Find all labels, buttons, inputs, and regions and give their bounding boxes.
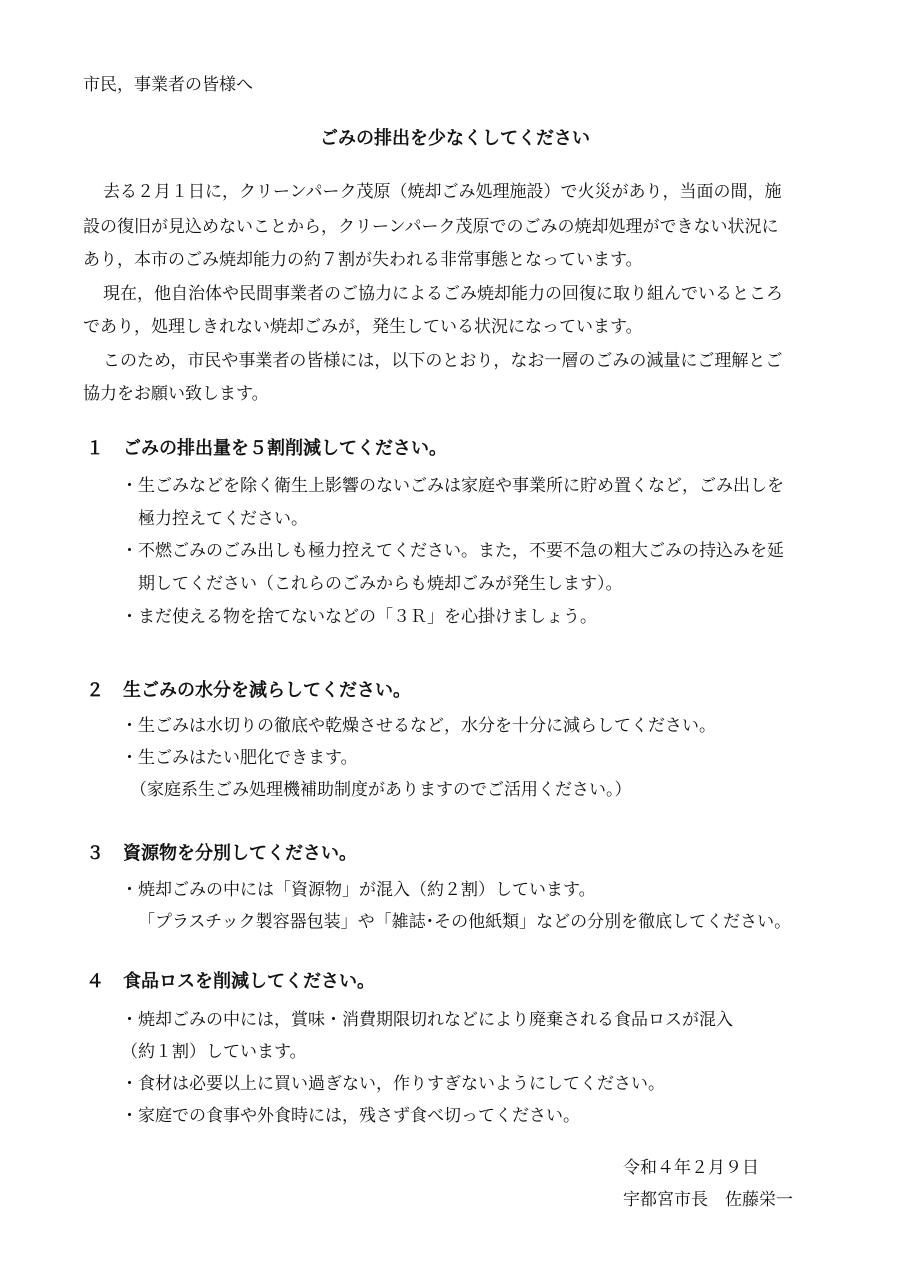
salutation: 市民，事業者の皆様へ (83, 75, 253, 95)
section-line: （家庭系生ごみ処理機補助制度がありますのでご活用ください。） (130, 780, 632, 800)
section-line: ・食材は必要以上に買い過ぎない，作りすぎないようにしてください。 (121, 1074, 665, 1094)
intro-line: 設の復旧が見込めないことから，クリーンパーク茂原でのごみの焼却処理ができない状況に (83, 217, 779, 237)
document-title: ごみの排出を少なくしてください (320, 128, 590, 149)
intro-line: このため，市民や事業者の皆様には，以下のとおり，なお一層のごみの減量にご理解とご (103, 351, 783, 371)
section-heading: ごみの排出量を５割削減してください。 (123, 438, 447, 459)
section-line: ・生ごみは水切りの徹底や乾燥させるなど，水分を十分に減らしてください。 (121, 716, 716, 736)
section-number: ４ (86, 971, 104, 992)
issue-date: 令和４年２月９日 (623, 1158, 759, 1178)
section-line: ・家庭での食事や外食時には，残さず食べ切ってください。 (121, 1106, 580, 1126)
section-number: １ (86, 438, 104, 459)
section-number: ２ (86, 680, 104, 701)
intro-line: あり，本市のごみ焼却能力の約７割が失われる非常事態となっています。 (83, 250, 643, 270)
section-line: ・生ごみなどを除く衛生上影響のないごみは家庭や事業所に貯め置くなど，ごみ出しを (121, 476, 784, 496)
intro-line: であり，処理しきれない焼却ごみが，発生している状況になっています。 (83, 317, 643, 337)
section-line: ・焼却ごみの中には，賞味・消費期限切れなどにより廃棄される食品ロスが混入 (121, 1010, 733, 1030)
section-number: ３ (86, 843, 104, 864)
section-line: ・焼却ごみの中には「資源物」が混入（約２割）しています。 (121, 880, 596, 900)
section-line: ・まだ使える物を捨てないなどの「３Ｒ」を心掛けましょう。 (121, 607, 597, 627)
intro-line: 現在，他自治体や民間事業者のご協力によるごみ焼却能力の回復に取り組んでいるところ (103, 284, 783, 304)
section-line: 「プラスチック製容器包装」や「雑誌･その他紙類」などの分別を徹底してください。 (138, 912, 792, 932)
intro-line: 去る２月１日に，クリーンパーク茂原（焼却ごみ処理施設）で火災があり，当面の間，施 (103, 182, 782, 202)
section-heading: 資源物を分別してください。 (123, 843, 357, 864)
signature: 宇都宮市長 佐藤栄一 (623, 1190, 793, 1210)
intro-line: 協力をお願い致します。 (83, 384, 269, 404)
section-line: （約１割）しています。 (121, 1042, 307, 1062)
section-heading: 食品ロスを削減してください。 (123, 971, 375, 992)
section-line: ・不燃ごみのごみ出しも極力控えてください。また，不要不急の粗大ごみの持込みを延 (121, 541, 784, 561)
section-line: ・生ごみはたい肥化できます。 (121, 748, 358, 768)
section-line: 極力控えてください。 (138, 509, 308, 529)
section-heading: 生ごみの水分を減らしてください。 (123, 680, 411, 701)
section-line: 期してください（これらのごみからも焼却ごみが発生します）。 (138, 574, 623, 594)
